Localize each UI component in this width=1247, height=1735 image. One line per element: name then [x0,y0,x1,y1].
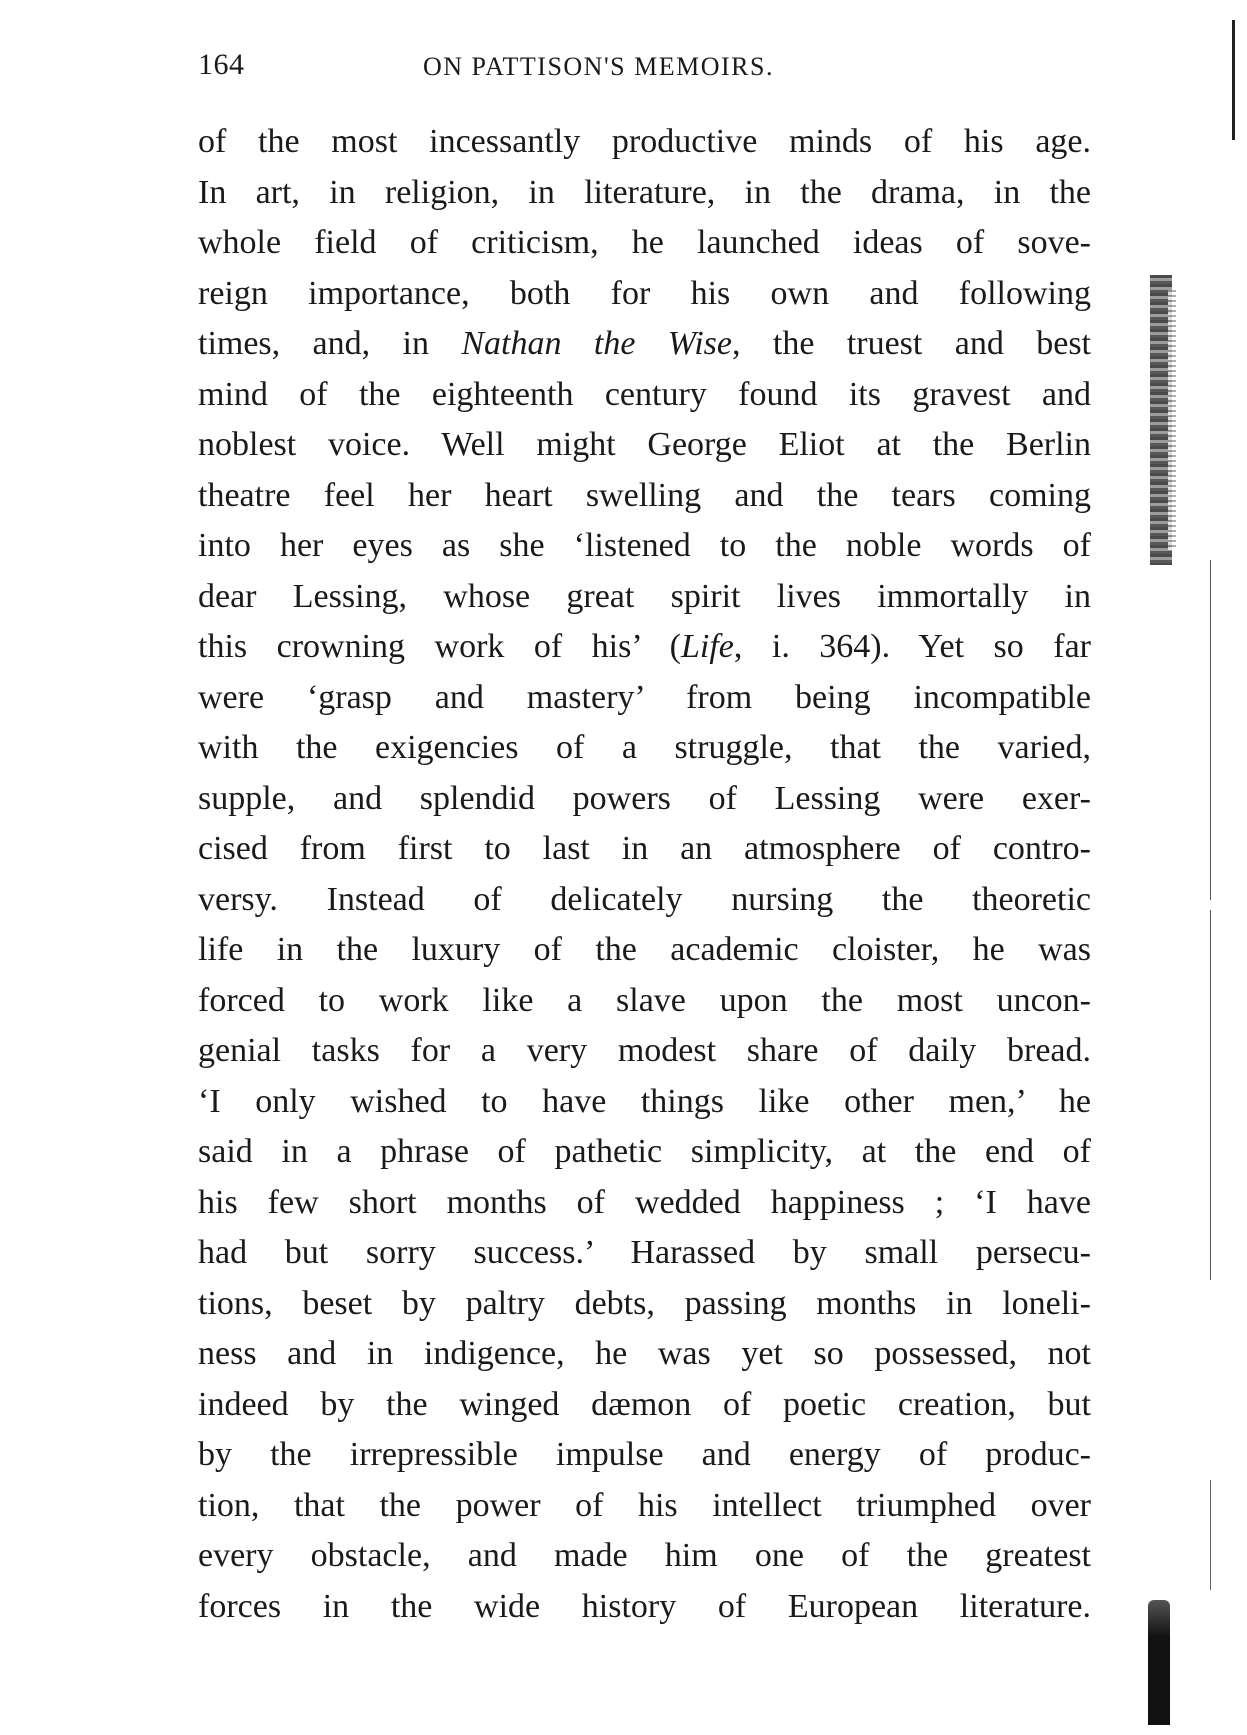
text-line-19: genial tasks for a very modest share of daily bread. [198,1032,1091,1069]
page-header [198,48,1086,98]
text-line-23: had but sorry success.’ Harassed by small persecu- [198,1234,1091,1271]
text-line-7: noblest voice. Well might George Eliot at the Berlin [198,426,1091,463]
scan-edge-mark [1232,20,1235,140]
text-line-18: forced to work like a slave upon the most uncon- [198,981,1091,1019]
text-run: times, and, in [198,325,462,362]
text-line-29: every obstacle, and made him one of the greatest [198,1537,1091,1574]
text-line-8: theatre feel her heart swelling and the tears coming [198,476,1091,514]
scan-edge-line [1210,560,1211,900]
text-line-25: ness and in indigence, he was yet so possessed, not [198,1335,1091,1372]
text-line-16: versy. Instead of delicately nursing the theoretic [198,880,1091,918]
text-line-24: tions, beset by paltry debts, passing months in loneli- [198,1284,1091,1322]
text-line-21: said in a phrase of pathetic simplicity, at the end of [198,1133,1091,1170]
text-run: , i. 364). Yet so far [733,628,1091,665]
text-line-22: his few short months of wedded happiness ; ‘I have [198,1183,1091,1221]
text-line-1: of the most incessantly productive minds of his age. [198,123,1091,160]
text-line-20: ‘I only wished to have things like other men,’ he [198,1082,1091,1120]
text-line-28: tion, that the power of his intellect triumphed over [198,1486,1091,1524]
text-line-2: In art, in religion, in literature, in the drama, in the [198,173,1091,211]
text-line-12: were ‘grasp and mastery’ from being incompatible [198,678,1091,716]
scan-edge-line [1210,910,1211,1280]
text-run: this crowning work of his’ ( [198,628,681,665]
running-head: ON PATTISON'S MEMOIRS. [423,52,774,81]
text-line-3: whole field of criticism, he launched ideas of sove- [198,224,1091,261]
text-run: , the truest and best [732,325,1091,362]
scan-edge-line [1210,1480,1211,1590]
text-line-27: by the irrepressible impulse and energy of produc- [198,1436,1091,1473]
scan-blot [1148,1600,1170,1725]
text-line-15: cised from first to last in an atmosphere of contro- [198,830,1091,867]
text-line-10: dear Lessing, whose great spirit lives immortally in [198,577,1091,615]
body-text [198,117,1091,1632]
text-line-6: mind of the eighteenth century found its gravest and [198,375,1091,413]
italic-title: Nathan the Wise [461,325,733,362]
text-line-30: forces in the wide history of European literature. [198,1587,1091,1625]
italic-citation: Life [680,628,734,665]
text-line-17: life in the luxury of the academic cloister, he was [198,931,1091,968]
page-number: 164 [198,48,245,81]
text-line-9: into her eyes as she ‘listened to the noble words of [198,527,1091,564]
text-line-14: supple, and splendid powers of Lessing were exer- [198,779,1091,817]
text-line-13: with the exigencies of a struggle, that the varied, [198,729,1091,766]
text-line-11 [198,622,1091,673]
text-line-4: reign importance, both for his own and following [198,274,1091,312]
text-line-26: indeed by the winged dæmon of poetic creation, but [198,1385,1091,1423]
scan-smudge [1168,290,1176,550]
text-line-5 [198,319,1091,370]
